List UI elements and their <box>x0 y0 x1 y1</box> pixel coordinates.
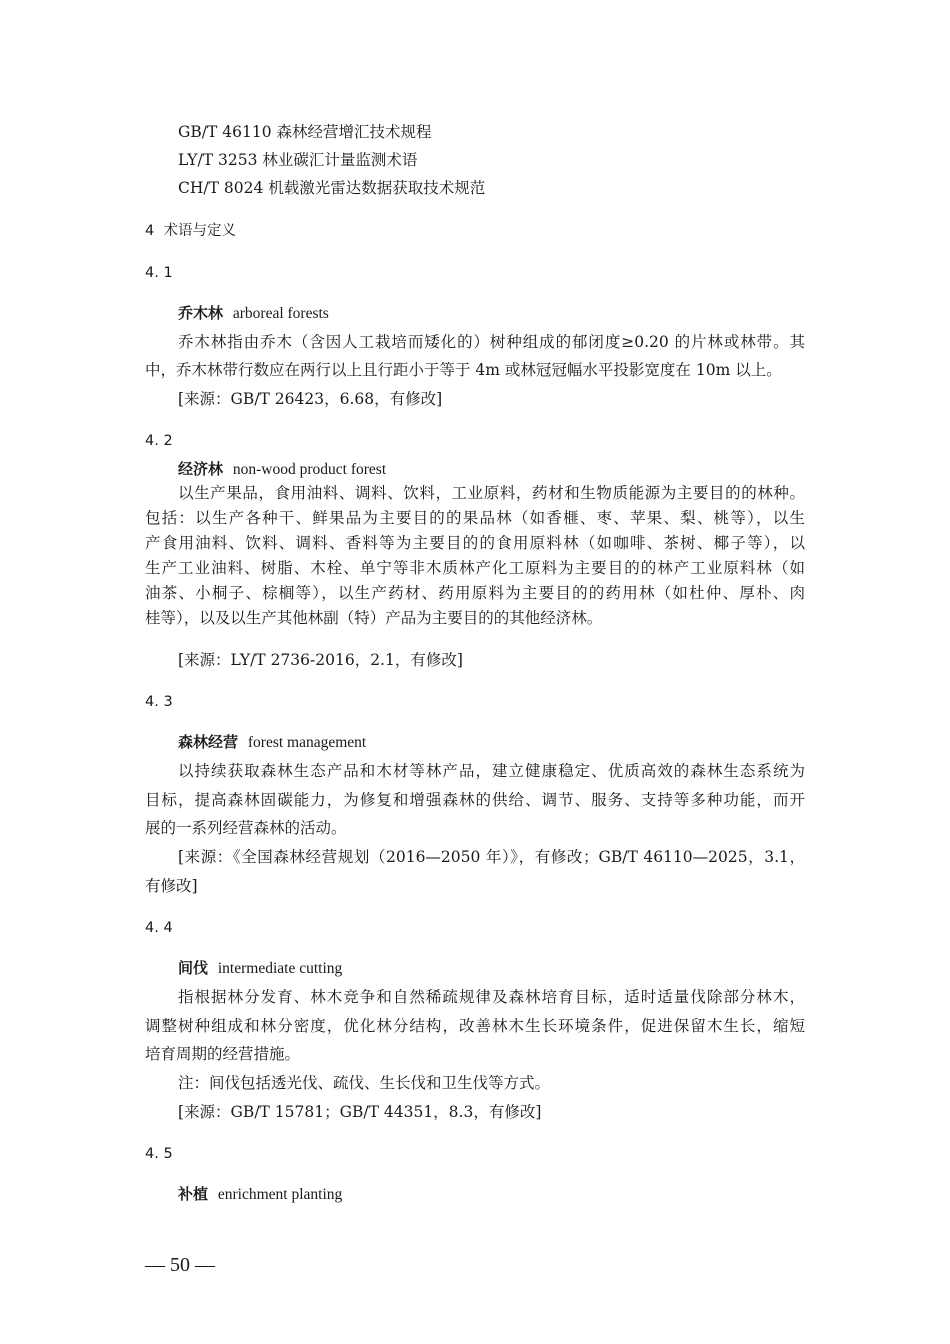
term-number: 4. 1 <box>145 265 173 281</box>
term-zh: 经济林 <box>178 460 224 478</box>
term-title <box>178 459 386 480</box>
term-source: [来源：GB/T 26423，6.68，有修改] <box>178 390 443 408</box>
definition-line: 油茶、小桐子、棕榈等），以生产药材、药用原料为主要目的的药用林（如杜仲、厚朴、肉 <box>145 584 805 602</box>
section-heading <box>145 221 236 241</box>
section-title: 术语与定义 <box>163 223 236 239</box>
definition-line: 产食用油料、饮料、调料、香料等为主要目的的食用原料林（如咖啡、茶树、椰子等），以 <box>145 534 805 552</box>
term-number: 4. 3 <box>145 694 173 710</box>
definition-line: 桂等），以及以生产其他林副（特）产品为主要目的的其他经济林。 <box>145 609 603 627</box>
term-zh: 森林经营 <box>178 733 239 751</box>
term-number: 4. 2 <box>145 433 173 449</box>
term-en: intermediate cutting <box>217 960 343 977</box>
term-zh: 间伐 <box>178 959 209 977</box>
definition-line: 包括：以生产各种干、鲜果品为主要目的的果品林（如香榧、枣、苹果、梨、桃等），以生 <box>145 509 805 527</box>
term-en: forest management <box>247 734 367 751</box>
term-en: enrichment planting <box>217 1186 343 1203</box>
term-en: non-wood product forest <box>232 461 387 478</box>
term-source: [来源：LY/T 2736-2016，2.1，有修改] <box>178 651 463 669</box>
section-number: 4 <box>145 223 155 239</box>
term-source: [来源：GB/T 15781；GB/T 44351，8.3，有修改] <box>178 1103 542 1121</box>
term-zh: 乔木林 <box>178 304 224 322</box>
term-note: 注：间伐包括透光伐、疏伐、生长伐和卫生伐等方式。 <box>178 1074 551 1092</box>
reference-item: LY/T 3253 林业碳汇计量监测术语 <box>178 151 418 169</box>
term-en: arboreal forests <box>232 305 329 322</box>
reference-item: CH/T 8024 机载激光雷达数据获取技术规范 <box>178 179 486 197</box>
term-number: 4. 5 <box>145 1146 173 1162</box>
definition-line: 调整树种组成和林分密度，优化林分结构，改善林木生长环境条件，促进保留木生长，缩短 <box>145 1017 805 1035</box>
definition-line: 目标，提高森林固碳能力，为修复和增强森林的供给、调节、服务、支持等多种功能，而开 <box>145 791 805 809</box>
reference-item: GB/T 46110 森林经营增汇技术规程 <box>178 123 432 141</box>
term-source: [来源：《全国森林经营规划（2016—2050 年）》，有修改；GB/T 46110—2025，3.1， <box>178 848 805 866</box>
term-title <box>178 732 366 753</box>
page-number: — 50 — <box>145 1254 215 1276</box>
definition-line: 展的一系列经营森林的活动。 <box>145 819 347 837</box>
term-title <box>178 303 329 324</box>
term-zh: 补植 <box>178 1185 209 1203</box>
definition-line: 以生产果品，食用油料、调料、饮料，工业原料，药材和生物质能源为主要目的的林种。 <box>178 484 805 502</box>
definition-line: 以持续获取森林生态产品和木材等林产品，建立健康稳定、优质高效的森林生态系统为 <box>178 762 805 780</box>
definition-line: 指根据林分发育、林木竞争和自然稀疏规律及森林培育目标，适时适量伐除部分林木， <box>178 988 805 1006</box>
term-title <box>178 1184 342 1205</box>
term-title <box>178 958 342 979</box>
term-source: 有修改] <box>145 877 198 895</box>
definition-line: 培育周期的经营措施。 <box>145 1045 301 1063</box>
definition-line: 乔木林指由乔木（含因人工栽培而矮化的）树种组成的郁闭度≥0.20 的片林或林带。其 <box>178 333 805 351</box>
definition-line: 生产工业油料、树脂、木栓、单宁等非木质林产化工原料为主要目的的林产工业原料林（如 <box>145 559 805 577</box>
definition-line: 中，乔木林带行数应在两行以上且行距小于等于 4m 或林冠冠幅水平投影宽度在 10m 以上。 <box>145 361 782 379</box>
term-number: 4. 4 <box>145 920 173 936</box>
